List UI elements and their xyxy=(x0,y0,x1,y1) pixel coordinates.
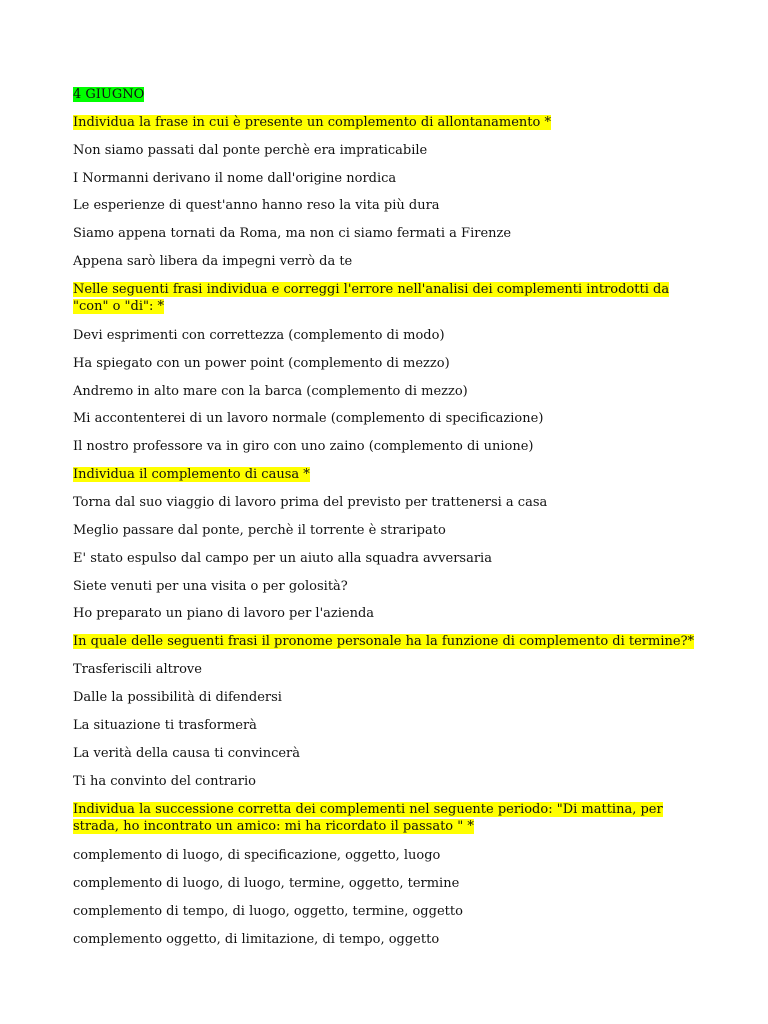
option-4-4: La verità della causa ti convincerà xyxy=(73,746,301,761)
option-3-2: Meglio passare dal ponte, perchè il torrente è straripato xyxy=(73,523,446,538)
question-4 xyxy=(73,633,694,650)
option-5-4: complemento oggetto, di limitazione, di tempo, oggetto xyxy=(73,932,440,947)
question-2-line-2 xyxy=(73,298,164,315)
option-2-1: Devi esprimenti con correttezza (complemento di modo) xyxy=(73,328,445,343)
question-text: In quale delle seguenti frasi il pronome personale ha la funzione di complemento di termine?* xyxy=(73,634,695,649)
option-1-2: I Normanni derivano il nome dall'origine nordica xyxy=(73,171,397,186)
option-4-2: Dalle la possibilità di difendersi xyxy=(73,690,282,705)
question-text: "con" o "di": * xyxy=(73,299,164,314)
option-2-2: Ha spiegato con un power point (complemento di mezzo) xyxy=(73,356,450,371)
question-text: Individua la frase in cui è presente un complemento di allontanamento * xyxy=(73,115,551,130)
option-5-1: complemento di luogo, di specificazione, oggetto, luogo xyxy=(73,848,441,863)
option-3-5: Ho preparato un piano di lavoro per l'azienda xyxy=(73,606,375,621)
question-2-line-1 xyxy=(73,281,669,298)
option-4-1: Trasferiscili altrove xyxy=(73,662,202,677)
date-label: 4 GIUGNO xyxy=(73,87,145,102)
option-1-1: Non siamo passati dal ponte perchè era impraticabile xyxy=(73,143,428,158)
option-4-3: La situazione ti trasformerà xyxy=(73,718,257,733)
option-1-5: Appena sarò libera da impegni verrò da te xyxy=(73,254,353,269)
option-5-3: complemento di tempo, di luogo, oggetto, termine, oggetto xyxy=(73,904,463,919)
question-5-line-1 xyxy=(73,801,663,818)
option-2-3: Andremo in alto mare con la barca (complemento di mezzo) xyxy=(73,384,468,399)
date-heading xyxy=(73,86,144,103)
question-text: Individua il complemento di causa * xyxy=(73,467,310,482)
option-1-4: Siamo appena tornati da Roma, ma non ci siamo fermati a Firenze xyxy=(73,226,512,241)
option-4-5: Ti ha convinto del contrario xyxy=(73,774,256,789)
question-text: Individua la successione corretta dei complementi nel seguente periodo: "Di mattina, per xyxy=(73,802,663,817)
option-3-4: Siete venuti per una visita o per golosità? xyxy=(73,579,348,594)
option-5-2: complemento di luogo, di luogo, termine, oggetto, termine xyxy=(73,876,460,891)
option-3-1: Torna dal suo viaggio di lavoro prima del previsto per trattenersi a casa xyxy=(73,495,548,510)
question-3 xyxy=(73,466,310,483)
option-3-3: E' stato espulso dal campo per un aiuto alla squadra avversaria xyxy=(73,551,492,566)
question-5-line-2 xyxy=(73,818,474,835)
option-2-4: Mi accontenterei di un lavoro normale (complemento di specificazione) xyxy=(73,411,544,426)
question-text: Nelle seguenti frasi individua e correggi l'errore nell'analisi dei complementi introdotti da xyxy=(73,282,670,297)
option-1-3: Le esperienze di quest'anno hanno reso la vita più dura xyxy=(73,198,440,213)
question-1 xyxy=(73,114,551,131)
option-2-5: Il nostro professore va in giro con uno zaino (complemento di unione) xyxy=(73,439,534,454)
question-text: strada, ho incontrato un amico: mi ha ricordato il passato " * xyxy=(73,819,474,834)
